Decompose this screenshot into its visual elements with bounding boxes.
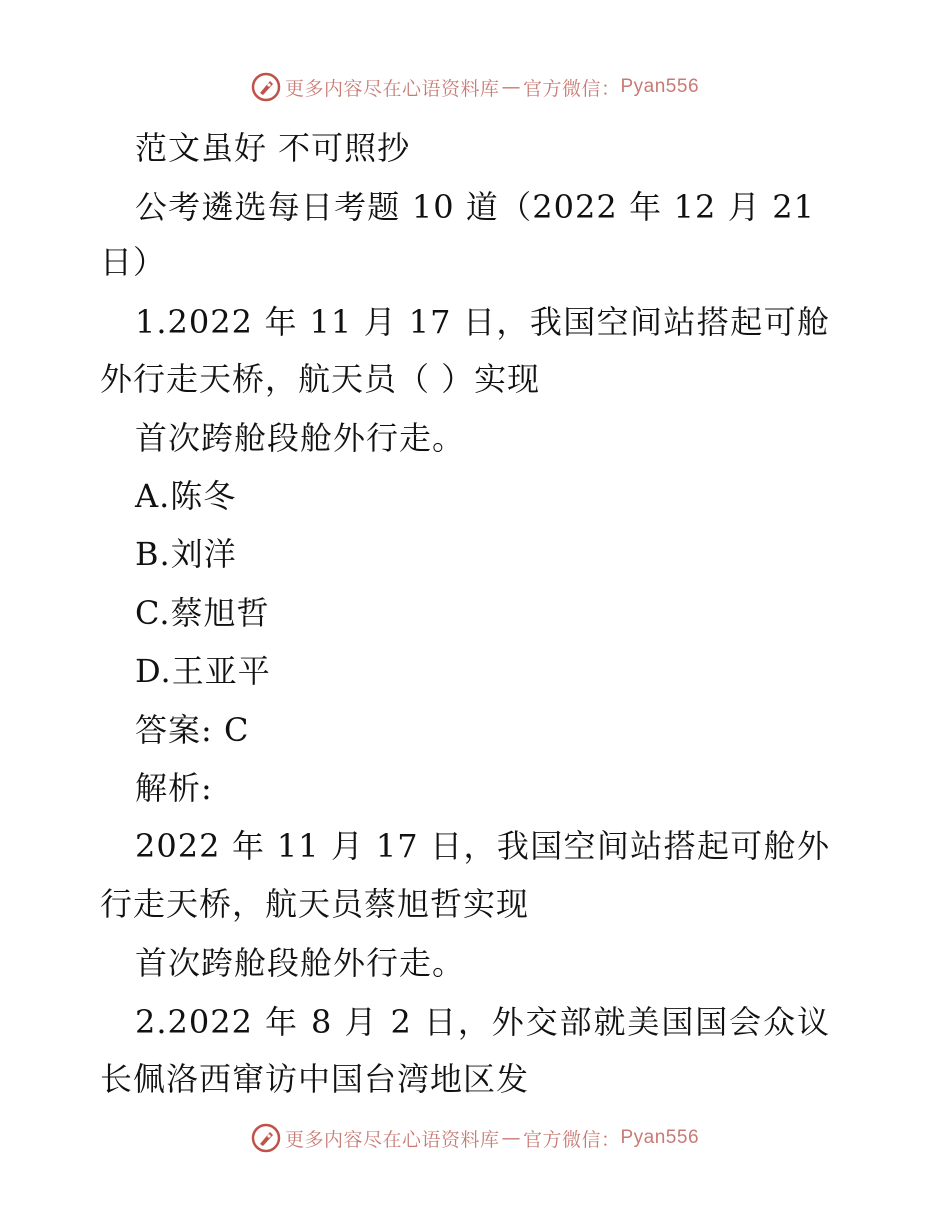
pen-nib-logo-icon — [251, 1123, 281, 1153]
question-1-line-1: 1.2022 年 11 月 17 日，我国空间站搭起可舱 — [135, 303, 830, 341]
option-a: A.陈冬 — [135, 477, 237, 515]
watermark-suffix: 官方微信： — [522, 1128, 621, 1151]
question-1-line-2: 外行走天桥，航天员（ ）实现 — [100, 360, 541, 398]
watermark-text: 更多内容尽在心语资料库 — [284, 77, 500, 100]
analysis-line-1: 2022 年 11 月 17 日，我国空间站搭起可舱外 — [135, 827, 830, 865]
question-2-line-1: 2.2022 年 8 月 2 日，外交部就美国国会众议 — [135, 1003, 830, 1041]
document-title-line-end: 日） — [100, 243, 167, 281]
question-1-line-3: 首次跨舱段舱外行走。 — [135, 419, 466, 457]
document-title-line: 公考遴选每日考题 10 道（2022 年 12 月 21 — [135, 188, 815, 226]
pen-nib-logo-icon — [251, 72, 281, 102]
watermark-separator: — — [501, 76, 521, 98]
header-watermark — [0, 72, 950, 102]
disclaimer-line: 范文虽好 不可照抄 — [135, 129, 411, 167]
answer-line: 答案: C — [135, 711, 250, 749]
watermark-wechat-id: Pyan556 — [620, 1127, 700, 1148]
analysis-heading: 解析: — [135, 769, 213, 807]
analysis-line-2: 行走天桥，航天员蔡旭哲实现 — [100, 885, 530, 923]
watermark-text: 更多内容尽在心语资料库 — [284, 1128, 500, 1151]
watermark-suffix: 官方微信： — [522, 77, 621, 100]
question-2-line-2: 长佩洛西窜访中国台湾地区发 — [100, 1060, 530, 1098]
watermark-wechat-id: Pyan556 — [620, 76, 700, 97]
option-d: D.王亚平 — [135, 652, 271, 690]
watermark-separator: — — [501, 1127, 521, 1149]
footer-watermark — [0, 1123, 950, 1153]
option-b: B.刘洋 — [135, 535, 237, 573]
option-c: C.蔡旭哲 — [135, 594, 270, 632]
analysis-line-3: 首次跨舱段舱外行走。 — [135, 944, 466, 982]
